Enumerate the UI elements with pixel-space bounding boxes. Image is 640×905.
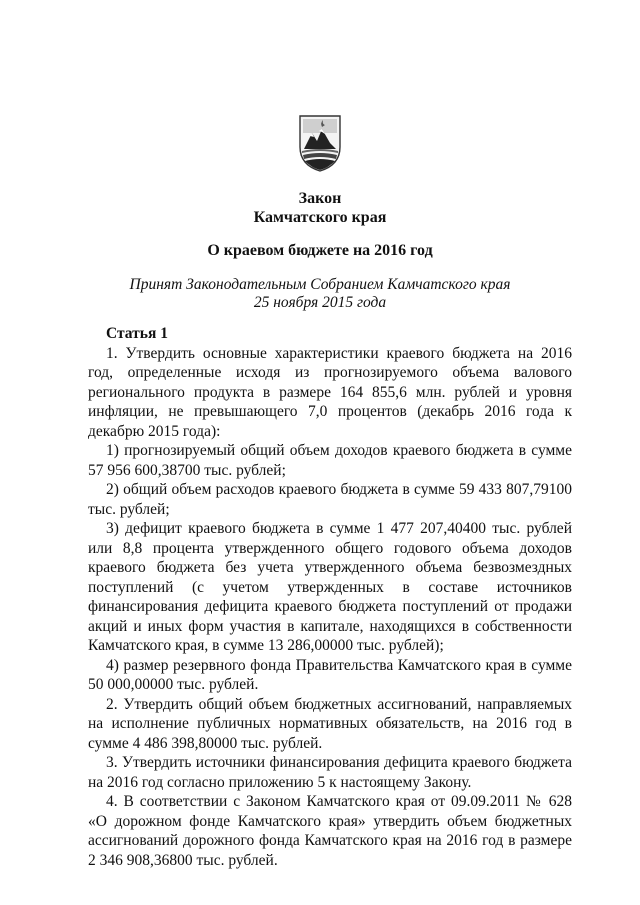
paragraph: 3. Утвердить источники финансирования дефицита краевого бюджета на 2016 год согласно приложению 5 к настоящему Закону. xyxy=(88,754,572,791)
law-issuer: Камчатского края xyxy=(253,209,387,226)
paragraph: 4. В соответствии с Законом Камчатского края от 09.09.2011 № 628 «О дорожном фонде Камчатского края» утвердить объем бюджетных ассигнований дорожного фонда Камчатского края на 2016 год в размере 2 346 908,36800 тыс. рублей. xyxy=(88,793,572,869)
law-title: Закон xyxy=(298,190,342,207)
paragraph: 3) дефицит краевого бюджета в сумме 1 477 207,40400 тыс. рублей или 8,8 процента утвержденного общего годового объема доходов краевого бюджета без учета утвержденного объема безвозмездных поступлений (с учетом утвержденных в составе источников финансирования дефицита краевого бюджета поступлений от продажи акций и иных форм участия в капитале, находящихся в собственности Камчатского края, в сумме 13 286,00000 тыс. рублей); xyxy=(88,520,572,654)
paragraph: 4) размер резервного фонда Правительства Камчатского края в сумме 50 000,00000 тыс. рублей. xyxy=(88,656,572,693)
adopted-by: Принят Законодательным Собранием Камчатского края xyxy=(129,276,511,293)
adoption-date: 25 ноября 2015 года xyxy=(253,294,387,311)
article-heading: Статья 1 xyxy=(106,325,168,342)
paragraph: 2. Утвердить общий объем бюджетных ассигнований, направляемых на исполнение публичных нормативных обязательств, на 2016 год в сумме 4 486 398,80000 тыс. рублей. xyxy=(88,695,572,752)
law-subject: О краевом бюджете на 2016 год xyxy=(207,242,433,259)
paragraph: 1) прогнозируемый общий объем доходов краевого бюджета в сумме 57 956 600,38700 тыс. рублей; xyxy=(88,442,572,479)
law-body xyxy=(88,324,572,870)
paragraph: 1. Утвердить основные характеристики краевого бюджета на 2016 год, определенные исходя из прогнозируемого объема валового регионального продукта в размере 164 855,6 млн. рублей и уровня инфляции, не превышающего 7,0 процентов (декабрь 2016 года к декабрю 2015 года): xyxy=(88,344,572,440)
coat-of-arms-emblem xyxy=(295,113,345,173)
paragraph: 2) общий объем расходов краевого бюджета в сумме 59 433 807,79100 тыс. рублей; xyxy=(88,481,572,518)
